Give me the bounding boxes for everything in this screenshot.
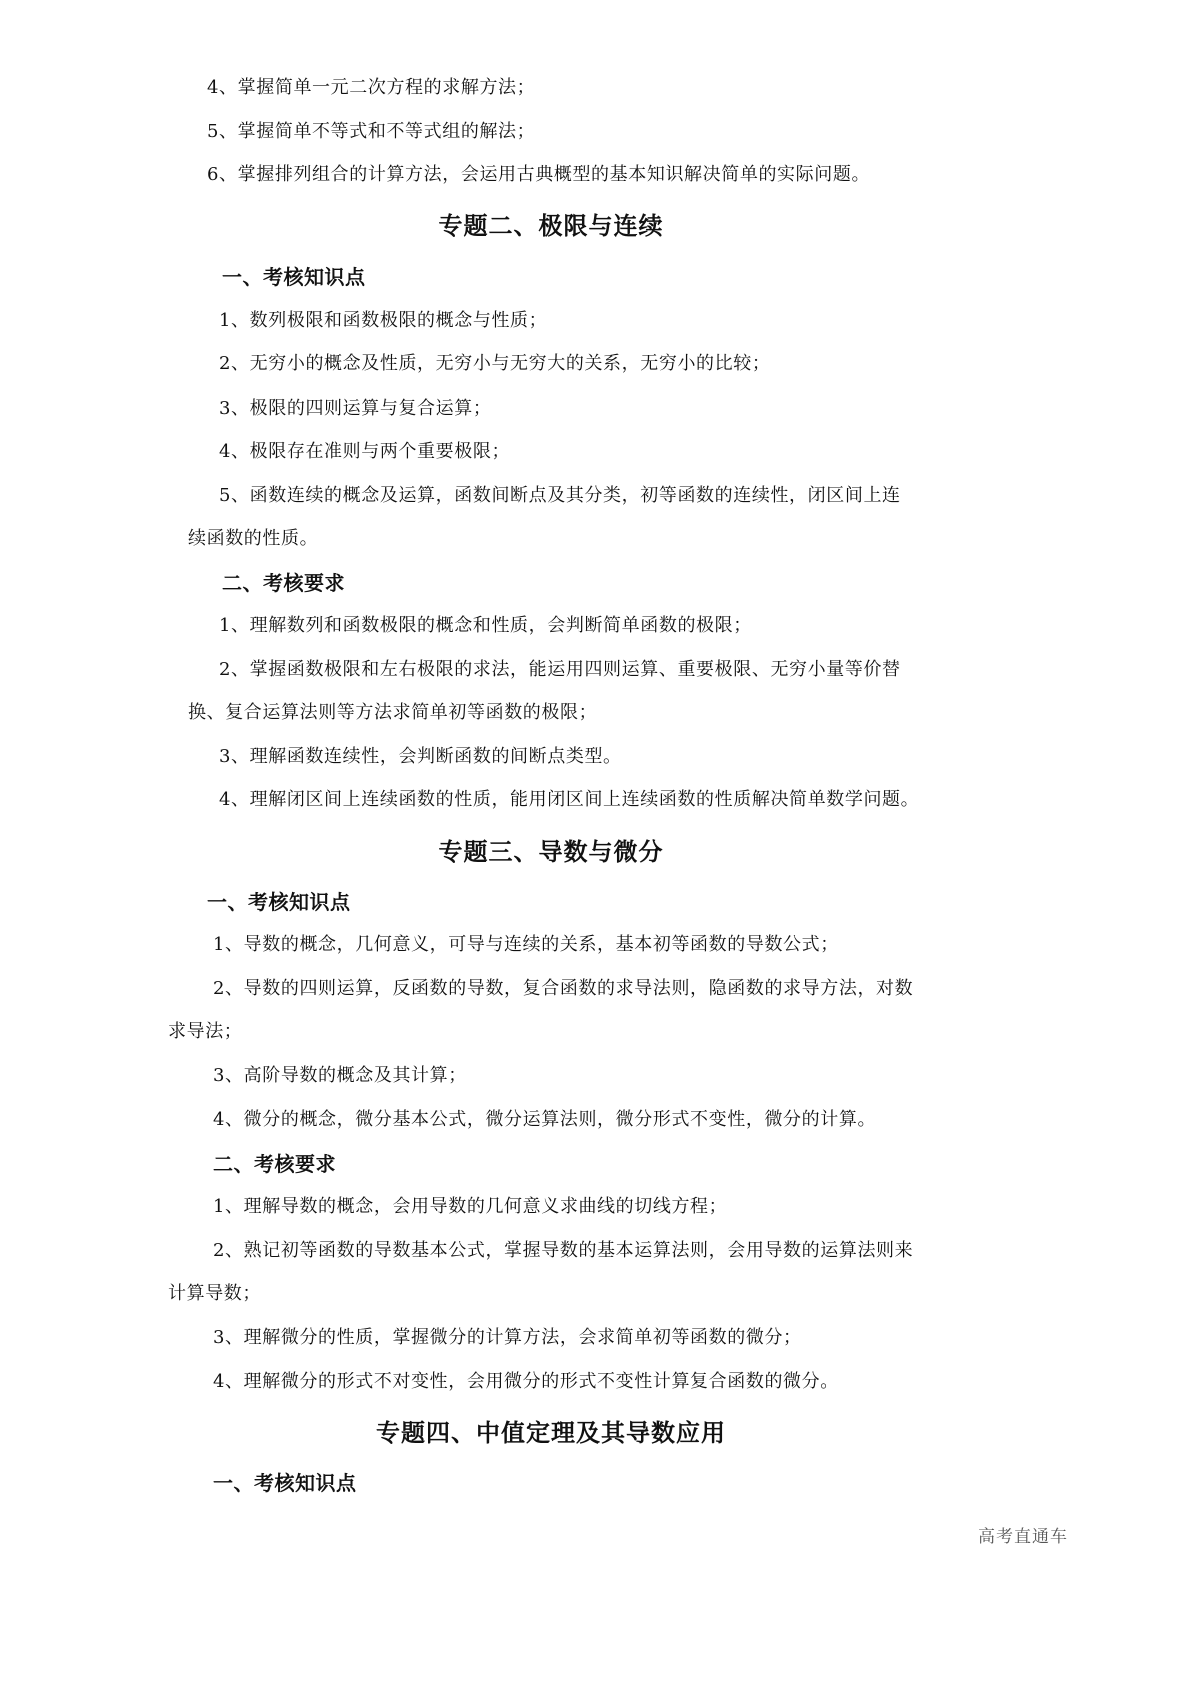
list-item: 计算导数； [168, 1283, 261, 1304]
topic4-heading: 专题四、中值定理及其导数应用 [376, 1419, 726, 1447]
list-item: 换、复合运算法则等方法求简单初等函数的极限； [188, 702, 598, 723]
list-item: 3、高阶导数的概念及其计算； [213, 1065, 467, 1086]
list-item: 续函数的性质。 [188, 528, 319, 549]
list-item: 1、导数的概念，几何意义，可导与连续的关系，基本初等函数的导数公式； [213, 934, 839, 955]
topic2-heading: 专题二、极限与连续 [438, 212, 664, 240]
list-item: 5、函数连续的概念及运算，函数间断点及其分类，初等函数的连续性，闭区间上连 [219, 485, 901, 506]
topic4-section1-heading: 一、考核知识点 [213, 1471, 357, 1495]
list-item: 1、理解数列和函数极限的概念和性质，会判断简单函数的极限； [219, 615, 752, 636]
list-item: 2、熟记初等函数的导数基本公式，掌握导数的基本运算法则，会用导数的运算法则来 [213, 1240, 914, 1261]
list-item: 5、掌握简单不等式和不等式组的解法； [207, 121, 536, 142]
list-item: 2、无穷小的概念及性质，无穷小与无穷大的关系，无穷小的比较； [219, 353, 771, 374]
watermark-text: 高考直通车 [978, 1527, 1068, 1547]
list-item: 4、微分的概念，微分基本公式，微分运算法则，微分形式不变性，微分的计算。 [213, 1109, 877, 1130]
list-item: 2、掌握函数极限和左右极限的求法，能运用四则运算、重要极限、无穷小量等价替 [219, 659, 901, 680]
list-item: 1、数列极限和函数极限的概念与性质； [219, 310, 548, 331]
list-item: 1、理解导数的概念，会用导数的几何意义求曲线的切线方程； [213, 1196, 728, 1217]
list-item: 4、理解闭区间上连续函数的性质，能用闭区间上连续函数的性质解决简单数学问题。 [219, 789, 920, 810]
list-item: 2、导数的四则运算，反函数的导数，复合函数的求导法则，隐函数的求导方法，对数 [213, 978, 914, 999]
topic2-section2-heading: 二、考核要求 [222, 571, 345, 595]
list-item: 3、极限的四则运算与复合运算； [219, 398, 492, 419]
topic3-section1-heading: 一、考核知识点 [207, 890, 351, 914]
topic3-heading: 专题三、导数与微分 [438, 838, 664, 866]
list-item: 3、理解函数连续性，会判断函数的间断点类型。 [219, 746, 622, 767]
topic2-section1-heading: 一、考核知识点 [222, 265, 366, 289]
list-item: 求导法； [168, 1021, 243, 1042]
list-item: 3、理解微分的性质，掌握微分的计算方法，会求简单初等函数的微分； [213, 1327, 802, 1348]
list-item: 4、极限存在准则与两个重要极限； [219, 441, 511, 462]
list-item: 6、掌握排列组合的计算方法，会运用古典概型的基本知识解决简单的实际问题。 [207, 164, 871, 185]
topic3-section2-heading: 二、考核要求 [213, 1152, 336, 1176]
list-item: 4、掌握简单一元二次方程的求解方法； [207, 77, 536, 98]
list-item: 4、理解微分的形式不对变性，会用微分的形式不变性计算复合函数的微分。 [213, 1371, 839, 1392]
